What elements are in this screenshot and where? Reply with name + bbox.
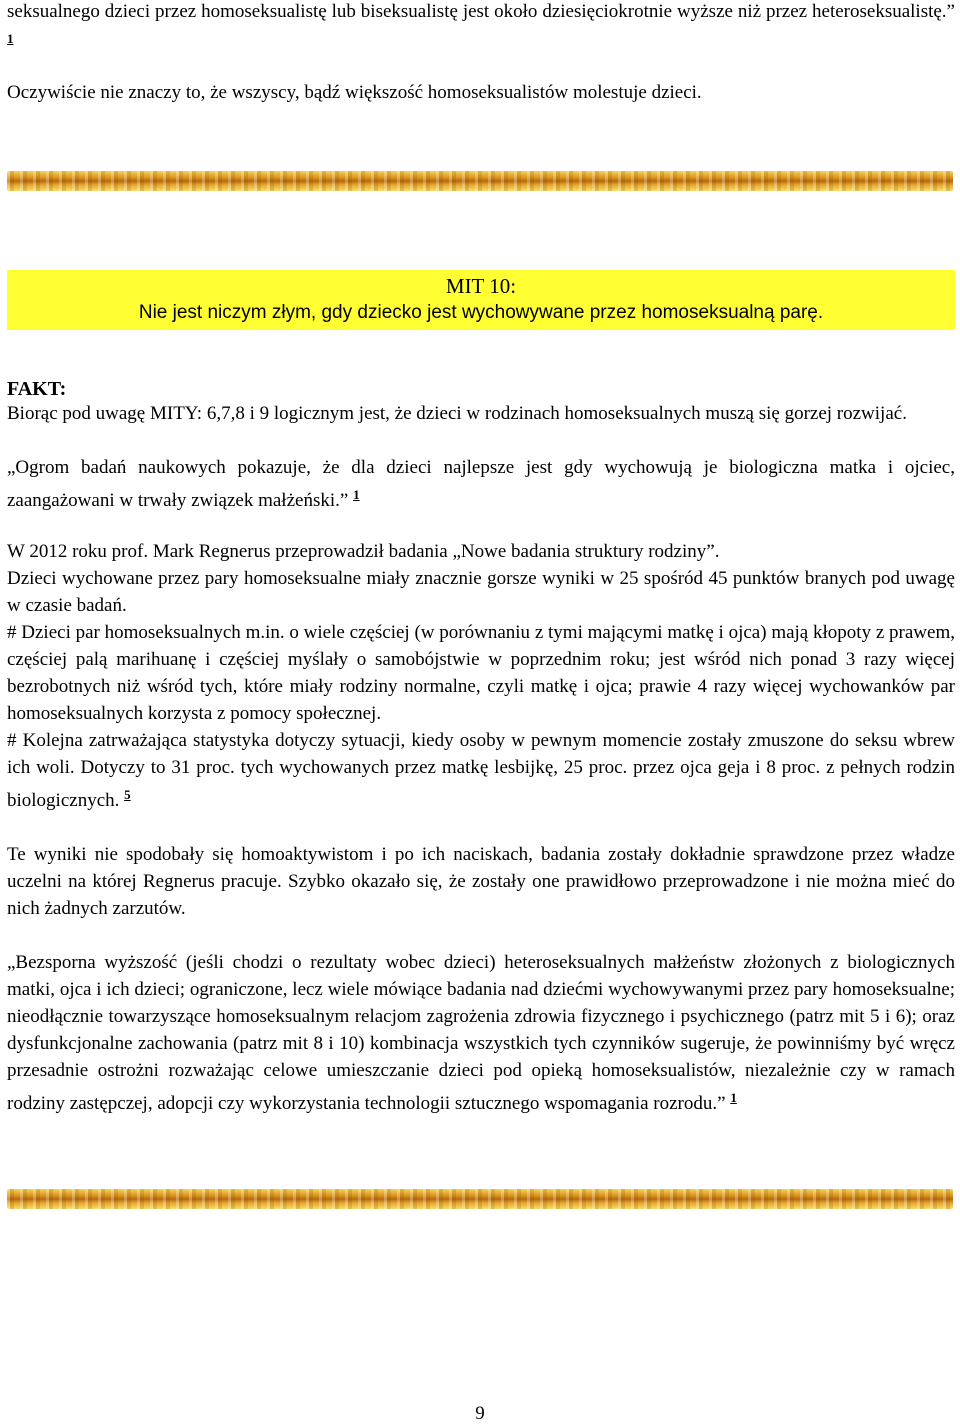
- myth-title: MIT 10:: [445, 274, 517, 298]
- regnerus-bullet-2: [7, 727, 955, 814]
- decorative-separator: [7, 1189, 953, 1209]
- quote-text-1: „Ogrom badań naukowych pokazuje, że dla dzieci najlepsze jest gdy wychowują je biologiczna matka i ojciec, zaangażowani w trwały związek małżeński.”: [7, 457, 955, 511]
- quote-paragraph-1: [7, 454, 955, 514]
- quote-text-2: „Bezsporna wyższość (jeśli chodzi o rezultaty wobec dzieci) heteroseksualnych małżeństw złożonych z biologicznych matki, ojca i ich dzieci; ograniczone, lecz wiele mówiące badania nad dziećmi wychowywanymi przez pary homoseksualne; nieodłącznie towarzyszące homoseksualnym relacjom zagrożenia zdrowia fizycznego i psychicznego (patrz mit 5 i 6); oraz dysfunkcjonalne zachowania (patrz mit 8 i 10) kombinacja wszystkich tych czynników sugeruje, że powinniśmy być wręcz przesadnie ostrożni rozważając celowe umieszczanie dzieci pod opieką homoseksualistów, niezależnie czy w ramach rodziny zastępczej, adopcji czy wykorzystania technologii sztucznego wspomagania rozrodu.”: [7, 952, 955, 1114]
- myth-text: Nie jest niczym złym, gdy dziecko jest wychowywane przez homoseksualną parę.: [138, 302, 824, 323]
- regnerus-results: Dzieci wychowane przez pary homoseksualne miały znacznie gorsze wyniki w 25 spośród 45 punktów branych pod uwagę w czasie badań.: [7, 568, 955, 616]
- regnerus-intro: W 2012 roku prof. Mark Regnerus przeprowadził badania „Nowe badania struktury rodziny”.: [7, 541, 720, 562]
- quote-paragraph-2: [7, 949, 955, 1117]
- footnote-link[interactable]: 1: [353, 487, 360, 502]
- intro-text-1: seksualnego dzieci przez homoseksualistę lub biseksualistę jest około dziesięciokrotnie wyższe niż przez heteroseksualistę.”: [7, 1, 955, 22]
- regnerus-section: [7, 538, 955, 814]
- page-number: 9: [475, 1403, 485, 1424]
- regnerus-bullet-1: # Dzieci par homoseksualnych m.in. o wiele częściej (w porównaniu z tymi mającymi matkę i ojca) mają kłopoty z prawem, częściej palą marihuanę i częściej myślały o samobójstwie w poprzednim roku; jest wśród nich ponad 3 razy więcej bezrobotnych niż wśród tych, które miały rodziny normalne, czyli matkę i ojca; prawie 4 razy więcej wychowanków par homoseksualnych korzysta z pomocy społecznej.: [7, 622, 955, 724]
- reaction-paragraph: Te wyniki nie spodobały się homoaktywistom i po ich naciskach, badania zostały dokładnie sprawdzone przez władze uczelni na której Regnerus pracuje. Szybko okazało się, że zostały one prawidłowo przeprowadzone i nie można mieć do nich żadnych zarzutów.: [7, 844, 955, 919]
- document-page: [7, 0, 955, 1209]
- decorative-separator: [7, 171, 953, 191]
- fact-section: [7, 376, 955, 427]
- myth-box: [7, 270, 955, 330]
- fact-text: Biorąc pod uwagę MITY: 6,7,8 i 9 logicznym jest, że dzieci w rodzinach homoseksualnych muszą się gorzej rozwijać.: [7, 403, 907, 424]
- footnote-link[interactable]: 5: [124, 787, 131, 802]
- intro-paragraph-1: [7, 0, 955, 58]
- footnote-link[interactable]: 1: [730, 1090, 737, 1105]
- intro-paragraph-2: Oczywiście nie znaczy to, że wszyscy, bądź większość homoseksualistów molestuje dzieci.: [7, 82, 702, 103]
- regnerus-bullet-2-text: # Kolejna zatrważająca statystyka dotyczy sytuacji, kiedy osoby w pewnym momencie zostały zmuszone do seksu wbrew ich woli. Dotyczy to 31 proc. tych wychowanych przez matkę lesbijkę, 25 proc. przez ojca geja i 8 proc. z pełnych rodzin biologicznych.: [7, 730, 955, 811]
- fact-label: FAKT:: [7, 378, 67, 400]
- footnote-link[interactable]: 1: [7, 31, 14, 46]
